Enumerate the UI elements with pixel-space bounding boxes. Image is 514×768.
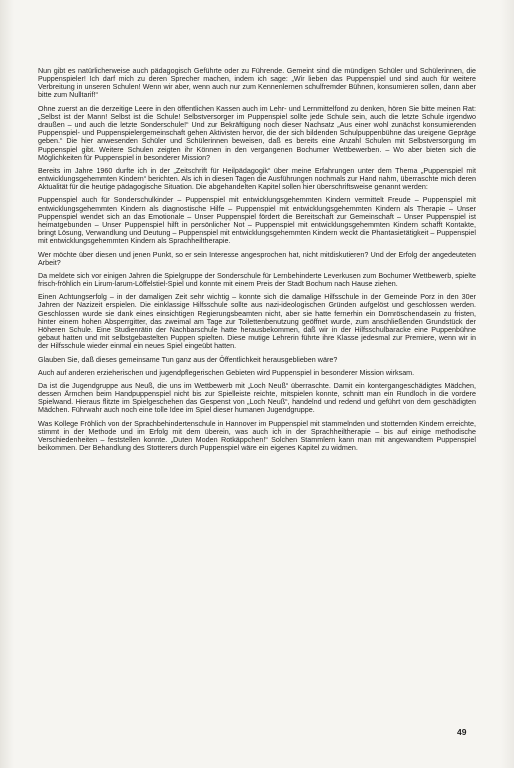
paragraph-5: Wer möchte über diesen und jenen Punkt, so er sein Interesse angesprochen hat, nicht mitdiskutieren? Und der Erfolg der angedeuteten Arbeit? <box>38 250 476 267</box>
paragraph-7: Einen Achtungserfolg – in der damaligen Zeit sehr wichtig – konnte sich die damalige Hilfsschule in der Gemeinde Porz in den 30er Jahren der Nazizeit erspielen. Die einklassige Hilfsschule sollte aus nazi-ideologischen Gründen aufgelöst und geschlossen werden. Geschlossen wurde sie dank eines einsichtigen Regierungsbeamten nicht, aber sie hatte fernerhin ein Dornröschendasein zu fristen, hinter einem hohen Absperrgitter, das zweimal am Tage zur Toilettenbenutzung geöffnet wurde, zum anschließenden Grundstück der Höheren Schule. Eine Studienrätin der Nachbarschule hatte herausbekommen, daß wir in der Hilfsschulbaracke eine Puppenbühne gebaut hatten und mit selbstgebastelten Puppen spielten. Diese mutige Lehrerin führte ihre Klasse jedesmal zur Premiere, wenn wir in der Hilfsschule wieder einmal ein neues Spiel eingeübt hatten. <box>38 293 476 351</box>
paragraph-9: Auch auf anderen erzieherischen und jugendpflegerischen Gebieten wird Puppenspiel in besonderer Mission wirksam. <box>38 368 415 377</box>
paragraph-2: Ohne zuerst an die derzeitige Leere in den öffentlichen Kassen auch im Lehr- und Lernmittelfond zu denken, hören Sie bitte meinen Rat: „Selbst ist der Mann! Selbst ist die Schule! Selbstversorger im Puppenspiel sollte jede Schule sein, auch die letzte Schule irgendwo draußen – und auch die letzte Sonderschule!“ Und zur Bekräftigung noch dieser Nachsatz „Aus einer wohl zunächst konsumierenden Puppenspiel- und Puppenspielergemeinschaft gehen Aktivisten hervor, die der sich bildenden Schulpuppenbühne das ureigene Gepräge geben.“ Die hier anwesenden Schüler und Schülerinnen beweisen, daß es bereits eine Anzahl Schulen mit Selbstversorgung im Puppenspiel gibt. Weitere Schulen zeigten ihr Können in den vergangenen Bochumer Wettbewerben. – Wo aber bieten sich die Möglichkeiten für Puppenspiel in besonderer Mission? <box>38 104 476 162</box>
body-text <box>38 67 476 457</box>
paragraph-4: Puppenspiel auch für Sonderschulkinder – Puppenspiel mit entwicklungsgehemmten Kindern vermittelt Freude – Puppenspiel mit entwicklungsgehemmten Kindern als diagnostische Hilfe – Puppenspiel mit entwicklungsgehemmten Kindern als Therapie – Unser Puppenspiel wendet sich an das Emotionale – Unser Puppenspiel fördert die Bereitschaft zur Gemeinschaft – Unser Puppenspiel ist heimatgebunden – Unser Puppenspiel hilft in persönlicher Not – Puppenspiel mit entwicklungsgehemmten Kindern schafft Kontakte, bringt Lösung, Verwandlung und Deutung – Puppenspiel mit entwicklungsgehemmten Kindern weckt die Phantasietätigkeit – Puppenspiel mit entwicklungsgehemmten Kindern als Sprachheiltherapie. <box>38 196 476 246</box>
paragraph-11: Was Kollege Fröhlich von der Sprachbehindertenschule in Hannover im Puppenspiel mit stammelnden und stotternden Kindern erreichte, stimmt in der Methode und im Erfolg mit dem überein, was auch ich in der Sprachheiltherapie – bis auf einige methodische Verschiedenheiten – feststellen konnte. „Duten Moden Rotkäppchen!“ Solchen Stammlern kann man mit angewandtem Puppenspiel beikommen. Der Behandlung des Stotterers durch Puppenspiel wäre ein eigenes Kapitel zu widmen. <box>38 419 476 453</box>
paragraph-10: Da ist die Jugendgruppe aus Neuß, die uns im Wettbewerb mit „Loch Neuß“ überraschte. Damit ein kontergangeschädigtes Mädchen, dessen Ärmchen beim Handpuppenspiel nicht bis zur Spielleiste reichte, mitspielen konnte, schnitt man ein Rundloch in die vordere Spielwand. Hieraus flitzte im Spielgeschehen das Gespenst von „Loch Neuß“, handelnd und redend und geführt von dem geschädigten Mädchen. Führwahr auch noch eine tolle Idee im Spiel dieser humanen Jugendgruppe. <box>38 382 476 415</box>
paragraph-1: Nun gibt es natürlicherweise auch pädagogisch Geführte oder zu Führende. Gemeint sind die mündigen Schüler und Schülerinnen, die Puppenspieler! Ich darf mich zu deren Sprecher machen, indem ich sage: „Wir lieben das Puppenspiel und sind auch für weitere Verbreitung in unseren Schulen! Wenn wir aber, wenn auch nur zum Kennenlernen schulfremder Bühnen, konsumieren sollen, dann aber bitte zum Nulltarif!“ <box>38 67 476 100</box>
page-number: 49 <box>457 727 467 737</box>
paragraph-3: Bereits im Jahre 1960 durfte ich in der „Zeitschrift für Heilpädagogik“ über meine Erfahrungen unter dem Thema „Puppenspiel mit entwicklungsgehemmten Kindern“ berichten. Als ich in diesen Tagen die Ausführungen nochmals zur Hand nahm, überraschte mich deren Aktualität für die heutige pädagogische Situation. Die abgehandelten Kapitel sollen hier überschriftsweise genannt werden: <box>38 166 476 192</box>
paragraph-8: Glauben Sie, daß dieses gemeinsame Tun ganz aus der Öffentlichkeit herausgeblieben wäre? <box>38 355 338 364</box>
paragraph-6: Da meldete sich vor einigen Jahren die Spielgruppe der Sonderschule für Lernbehinderte Leverkusen zum Bochumer Wettbewerb, spielte frisch-fröhlich ein Lirum-larum-Löffelstiel-Spiel und konnte mit einem Preis der Stadt Bochum nach Hause ziehen. <box>38 271 476 289</box>
